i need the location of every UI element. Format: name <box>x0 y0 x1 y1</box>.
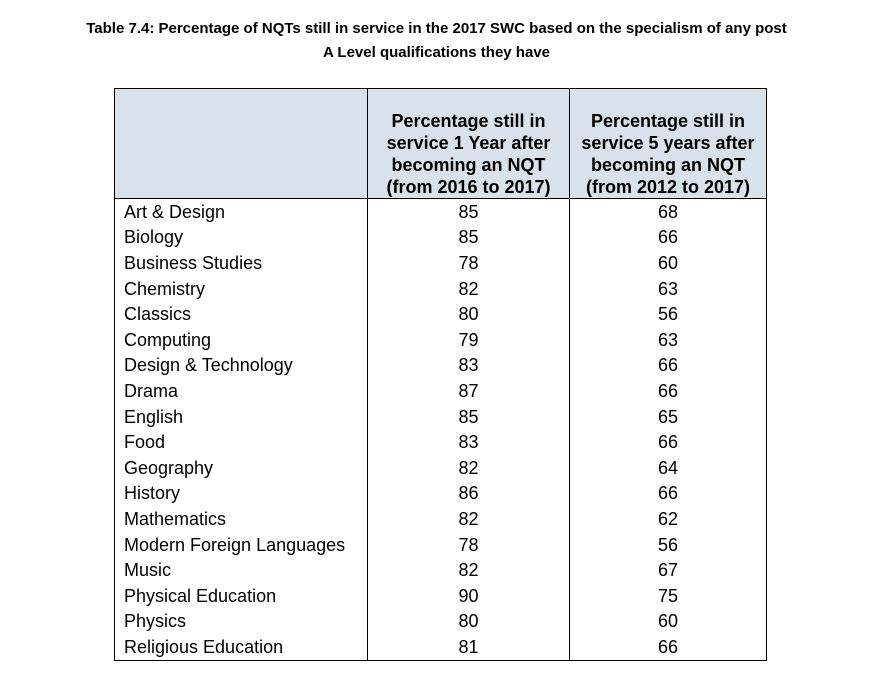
table-row <box>115 353 767 379</box>
five-year-percentage-cell: 66 <box>570 481 767 507</box>
table-row <box>115 301 767 327</box>
five-year-percentage-cell: 66 <box>570 634 767 660</box>
one-year-percentage-cell: 79 <box>368 327 570 353</box>
header-one-year: Percentage still in service 1 Year after becoming an NQT (from 2016 to 2017) <box>368 89 570 199</box>
subject-cell: History <box>115 481 368 507</box>
table-row <box>115 250 767 276</box>
subject-cell: Drama <box>115 378 368 404</box>
table-caption-line-2: A Level qualifications they have <box>322 44 550 61</box>
five-year-percentage-cell: 56 <box>570 301 767 327</box>
table-row <box>115 199 767 225</box>
one-year-percentage-cell: 80 <box>368 609 570 635</box>
five-year-percentage-cell: 62 <box>570 506 767 532</box>
table-row <box>115 481 767 507</box>
one-year-percentage-cell: 82 <box>368 276 570 302</box>
one-year-percentage-cell: 80 <box>368 301 570 327</box>
table-row <box>115 634 767 660</box>
five-year-percentage-cell: 68 <box>570 199 767 225</box>
one-year-percentage-cell: 82 <box>368 557 570 583</box>
subject-cell: Geography <box>115 455 368 481</box>
five-year-percentage-cell: 66 <box>570 225 767 251</box>
table-row <box>115 429 767 455</box>
five-year-percentage-cell: 66 <box>570 378 767 404</box>
table-row <box>115 455 767 481</box>
five-year-percentage-cell: 75 <box>570 583 767 609</box>
one-year-percentage-cell: 87 <box>368 378 570 404</box>
one-year-percentage-cell: 82 <box>368 455 570 481</box>
subject-cell: Religious Education <box>115 634 368 660</box>
table-caption <box>0 17 873 65</box>
one-year-percentage-cell: 83 <box>368 353 570 379</box>
five-year-percentage-cell: 66 <box>570 429 767 455</box>
table-row <box>115 225 767 251</box>
one-year-percentage-cell: 78 <box>368 532 570 558</box>
subject-cell: Music <box>115 557 368 583</box>
one-year-percentage-cell: 86 <box>368 481 570 507</box>
five-year-percentage-cell: 56 <box>570 532 767 558</box>
one-year-percentage-cell: 78 <box>368 250 570 276</box>
subject-cell: Computing <box>115 327 368 353</box>
table-row <box>115 532 767 558</box>
subject-cell: Food <box>115 429 368 455</box>
subject-cell: English <box>115 404 368 430</box>
table-header <box>115 89 767 199</box>
subject-cell: Physics <box>115 609 368 635</box>
five-year-percentage-cell: 66 <box>570 353 767 379</box>
five-year-percentage-cell: 65 <box>570 404 767 430</box>
header-five-years: Percentage still in service 5 years after becoming an NQT (from 2012 to 2017) <box>570 89 767 199</box>
one-year-percentage-cell: 90 <box>368 583 570 609</box>
one-year-percentage-cell: 82 <box>368 506 570 532</box>
header-subject <box>115 89 368 199</box>
table-row <box>115 378 767 404</box>
subject-cell: Business Studies <box>115 250 368 276</box>
table-row <box>115 404 767 430</box>
subject-cell: Modern Foreign Languages <box>115 532 368 558</box>
table-row <box>115 327 767 353</box>
subject-cell: Classics <box>115 301 368 327</box>
table-caption-line-1: Table 7.4: Percentage of NQTs still in service in the 2017 SWC based on the specialism of any post <box>86 20 787 37</box>
subject-cell: Biology <box>115 225 368 251</box>
one-year-percentage-cell: 85 <box>368 404 570 430</box>
five-year-percentage-cell: 60 <box>570 250 767 276</box>
table-row <box>115 276 767 302</box>
table-row <box>115 609 767 635</box>
five-year-percentage-cell: 67 <box>570 557 767 583</box>
table-row <box>115 506 767 532</box>
subject-cell: Art & Design <box>115 199 368 225</box>
table-body <box>115 199 767 661</box>
five-year-percentage-cell: 63 <box>570 276 767 302</box>
one-year-percentage-cell: 85 <box>368 225 570 251</box>
header-row <box>115 89 767 199</box>
one-year-percentage-cell: 83 <box>368 429 570 455</box>
nqt-retention-table <box>114 88 767 661</box>
one-year-percentage-cell: 81 <box>368 634 570 660</box>
table-row <box>115 557 767 583</box>
one-year-percentage-cell: 85 <box>368 199 570 225</box>
five-year-percentage-cell: 60 <box>570 609 767 635</box>
table-row <box>115 583 767 609</box>
subject-cell: Design & Technology <box>115 353 368 379</box>
subject-cell: Mathematics <box>115 506 368 532</box>
subject-cell: Physical Education <box>115 583 368 609</box>
five-year-percentage-cell: 63 <box>570 327 767 353</box>
five-year-percentage-cell: 64 <box>570 455 767 481</box>
subject-cell: Chemistry <box>115 276 368 302</box>
